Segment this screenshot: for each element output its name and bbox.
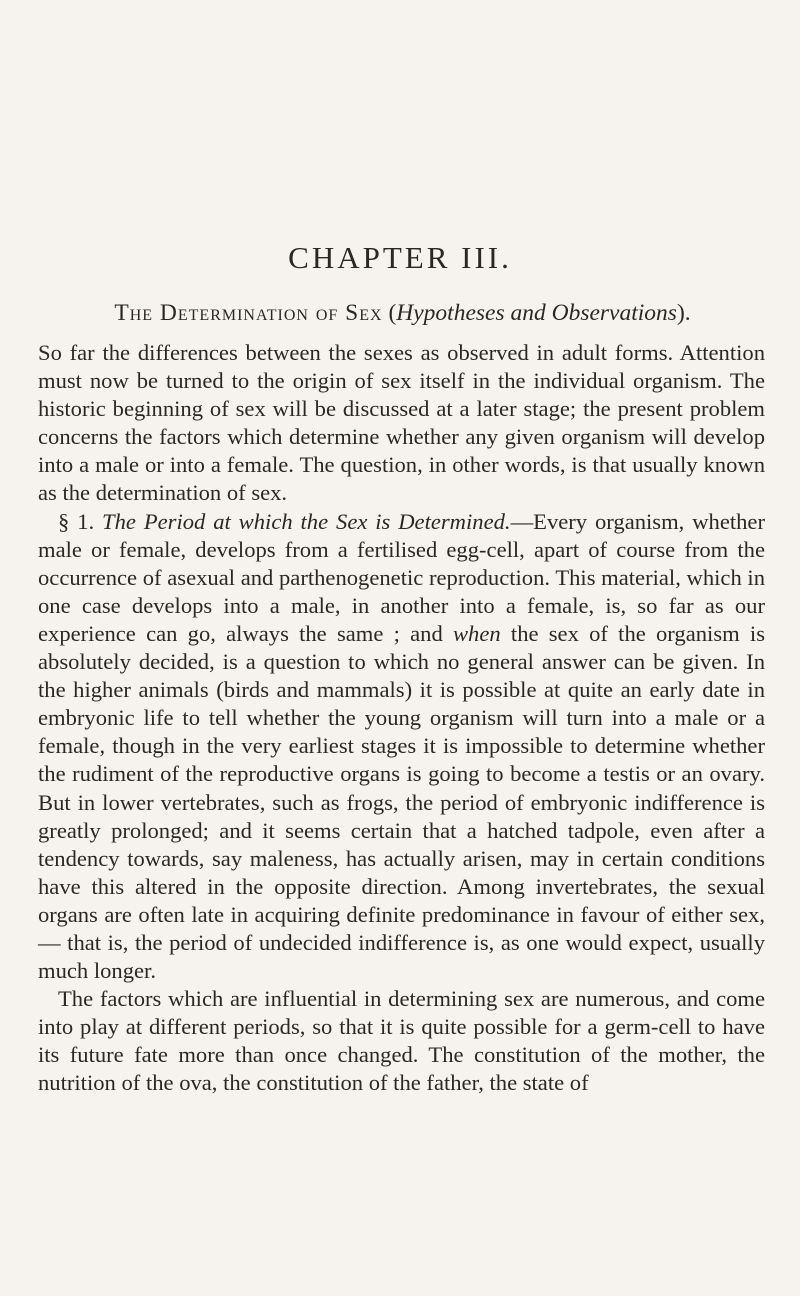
paragraph-factors: The factors which are influential in determining sex are numerous, and come into play at different periods, so that it is quite possible for a germ-cell to have its future fate more than once changed. The constitution of the mother, the nutrition of the ova, the constitution of the father, the state of [38,986,765,1096]
chapter-title-paren-open: ( [382,300,397,326]
paragraph-intro: So far the differences between the sexes as observed in adult forms. Attention must now be turned to the origin of sex itself in the individual organism. The historic beginning of sex will be discussed at a later stage; the present problem concerns the factors which determine whether any given organism will develop into a male or into a female. The question, in other words, is that usually known as the determination of sex. [38,340,765,506]
chapter-heading: CHAPTER III. [288,240,512,275]
chapter-title [40,300,765,327]
section-heading: The Period at which the Sex is Determined. [102,508,511,534]
section-text-part-1: Every organism, whether male or female, develops from a fertilised egg-cell, apart of course from the occurrence of asexual and parthenogenetic reproduction. This material, which in one case develops into a male, in another into a female, is, so far as our experience can go, always the same ; and [38,508,765,646]
section-number: § 1. [58,508,103,534]
chapter-title-paren-close: ). [676,300,691,326]
section-text-part-2: the sex of the organism is absolutely decided, is a question to which no general answer can be given. In the higher animals (birds and mammals) it is possible at quite an early date in embryonic life to tell whether the young organism will turn into a male or a female, though in the very earliest stages it is impossible to determine whether the rudiment of the reproductive organs is going to become a testis or an ovary. But in lower vertebrates, such as frogs, the period of embryonic indifference is greatly prolonged; and it seems certain that a hatched tadpole, even after a tendency towards, say maleness, has actually arisen, may in certain conditions have this altered in the opposite direction. Among invertebrates, the sexual organs are often late in acquiring definite predominance in favour of either sex,— that is, the period of undecided indifference is, as one would expect, usually much longer. [38,620,765,984]
section-dash: — [510,508,534,534]
paragraph-section-1 [38,508,765,986]
chapter-title-lead: The Determination of Sex [114,300,383,326]
body-text [38,339,765,1098]
section-when-italic: when [452,620,501,646]
chapter-title-italic: Hypotheses and Observations [396,300,677,326]
